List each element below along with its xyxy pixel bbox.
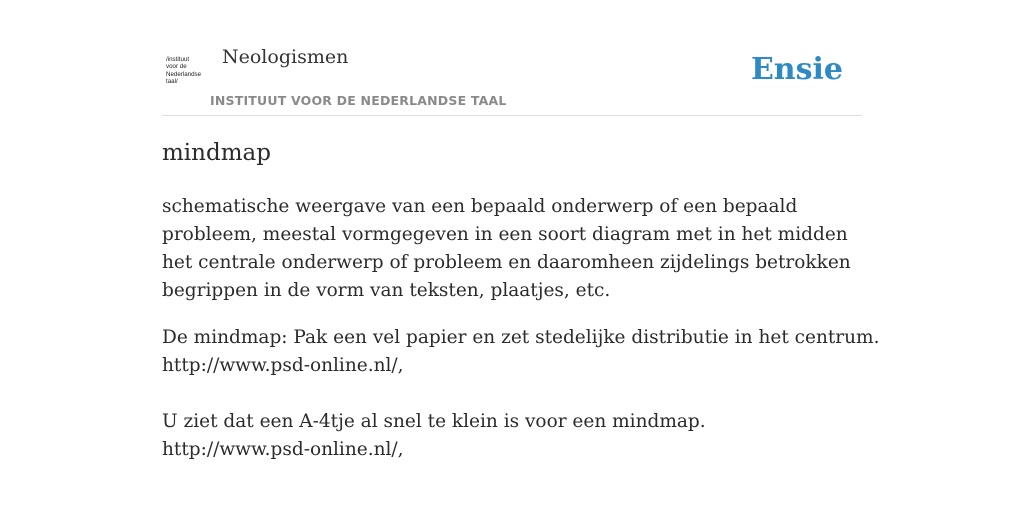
example-text: De mindmap: Pak een vel papier en zet stedelijke distributie in het centrum. [162, 327, 880, 348]
example-item [162, 408, 852, 464]
series-title[interactable]: Neologismen [222, 46, 349, 68]
ensie-logo[interactable]: Ensie [750, 52, 843, 87]
entry-term: mindmap [162, 140, 271, 166]
example-list [162, 324, 880, 492]
logo-line: Nederlandse [166, 70, 202, 78]
header-divider [162, 115, 862, 116]
example-item [162, 324, 880, 380]
example-text: U ziet dat een A-4tje al snel te klein is voor een mindmap. [162, 411, 706, 432]
entry-definition: schematische weergave van een bepaald onderwerp of een bepaald probleem, meestal vormgegeven in een soort diagram met in het midden het centrale onderwerp of probleem en daaromheen zijdelings betrokken begrippen in de vorm van teksten, plaatjes, etc. [162, 196, 851, 301]
institute-name: INSTITUUT VOOR DE NEDERLANDSE TAAL [210, 93, 507, 108]
example-source-link[interactable]: http://www.psd-online.nl/, [162, 355, 404, 376]
logo-line: taal/ [166, 78, 178, 86]
logo-line: /instituut [166, 56, 190, 63]
logo-line: voor de [166, 63, 187, 71]
ivdnt-logo [166, 56, 208, 90]
example-source-link[interactable]: http://www.psd-online.nl/, [162, 439, 404, 460]
